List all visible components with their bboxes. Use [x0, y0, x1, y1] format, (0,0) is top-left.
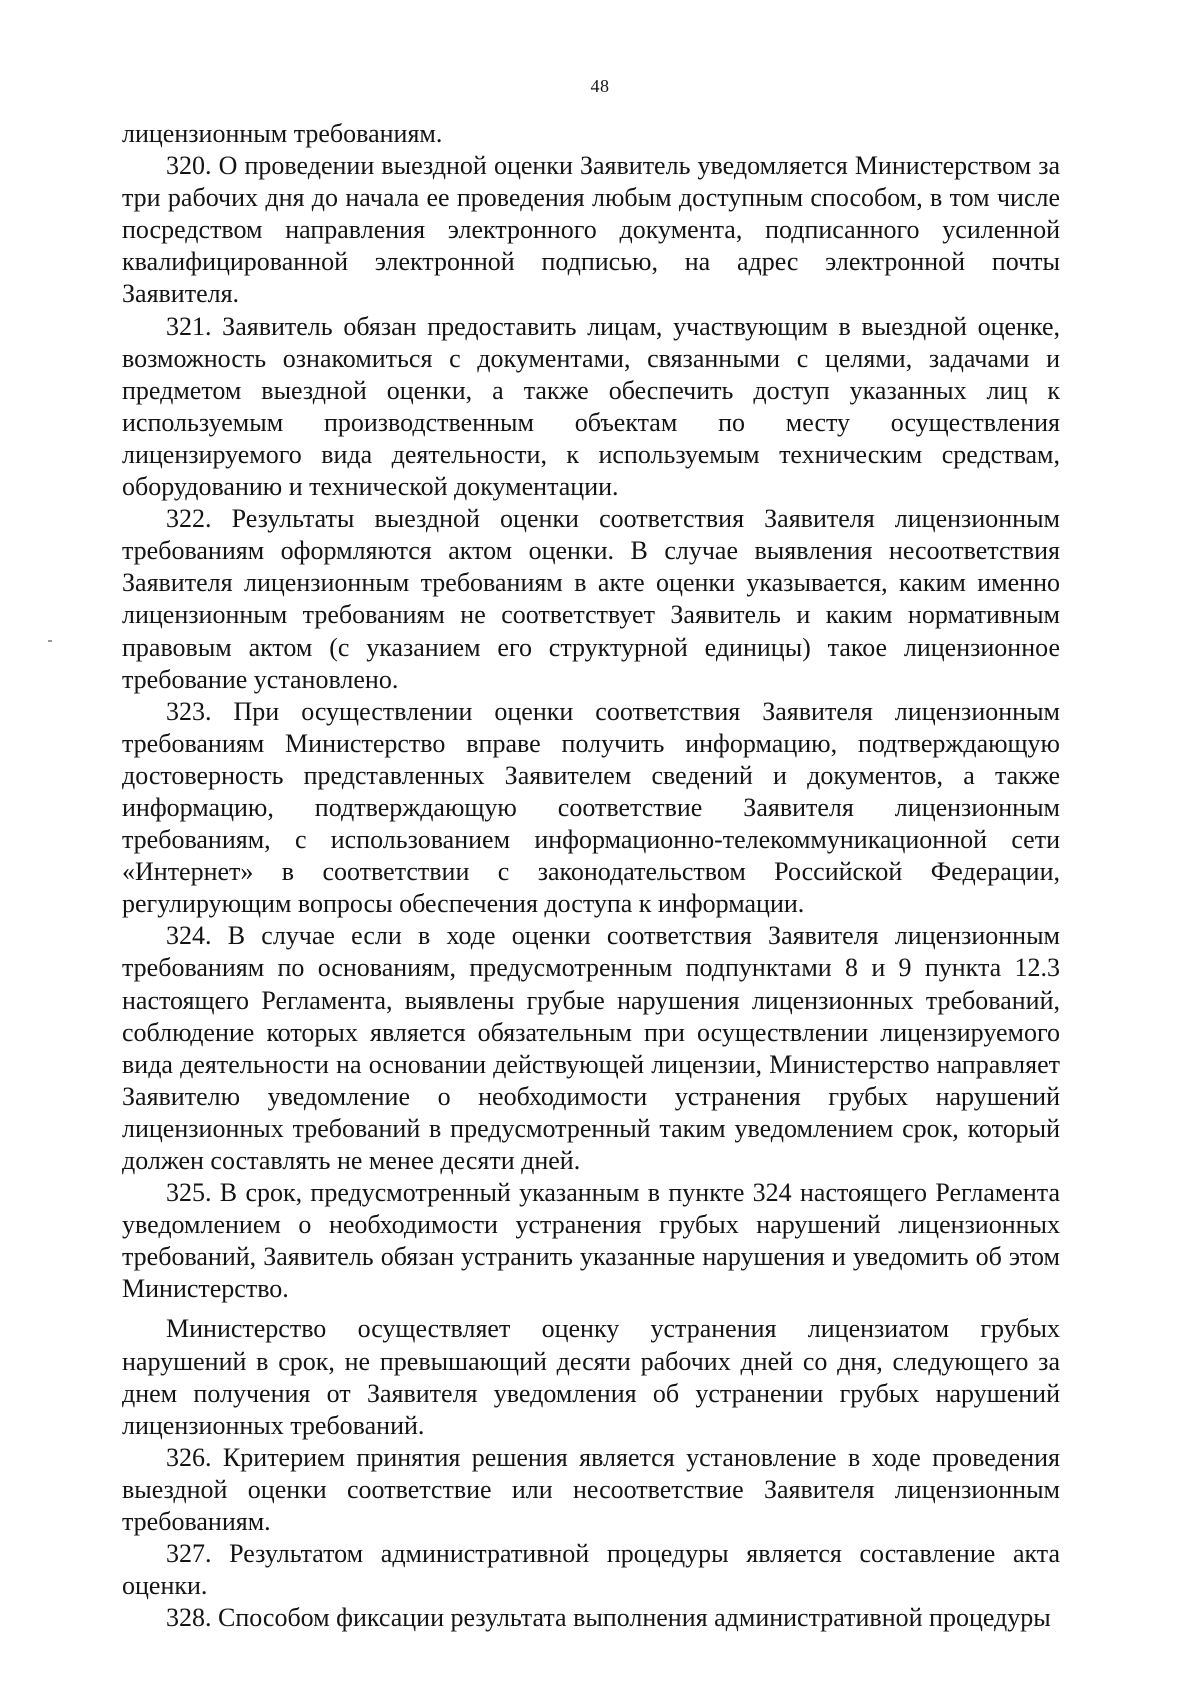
scan-artifact	[48, 640, 52, 642]
document-body	[122, 118, 1060, 1634]
paragraph-327: 327. Результатом административной процедуры является составление акта оценки.	[122, 1539, 1060, 1601]
paragraph-322: 322. Результаты выездной оценки соответствия Заявителя лицензионным требованиям оформляются актом оценки. В случае выявления несоответствия Заявителя лицензионным требованиям в акте оценки указывается, каким именно лицензионным требованиям не соответствует Заявитель и каким нормативным правовым актом (с указанием его структурной единицы) такое лицензионное требование установлено.	[122, 504, 1060, 694]
paragraph-323: 323. При осуществлении оценки соответствия Заявителя лицензионным требованиям Министерство вправе получить информацию, подтверждающую достоверность представленных Заявителем сведений и документов, а также информацию, подтверждающую соответствие Заявителя лицензионным требованиям, с использованием информационно-телекоммуникационной сети «Интернет» в соответствии с законодательством Российской Федерации, регулирующим вопросы обеспечения доступа к информации.	[122, 696, 1060, 919]
paragraph-321: 321. Заявитель обязан предоставить лицам, участвующим в выездной оценке, возможность ознакомиться с документами, связанными с целями, задачами и предметом выездной оценки, а также обеспечить доступ указанных лиц к используемым производственным объектам по месту осуществления лицензируемого вида деятельности, к используемым техническим средствам, оборудованию и технической документации.	[122, 311, 1060, 502]
paragraph-320: 320. О проведении выездной оценки Заявитель уведомляется Министерством за три рабочих дня до начала ее проведения любым доступным способом, в том числе посредством направления электронного документа, подписанного усиленной квалифицированной электронной подписью, на адрес электронной почты Заявителя.	[122, 151, 1060, 309]
paragraph-325-ministry: Министерство осуществляет оценку устранения лицензиатом грубых нарушений в срок, не превышающий десяти рабочих дней со дня, следующего за днем получения от Заявителя уведомления об устранении грубых нарушений лицензионных требований.	[122, 1314, 1060, 1440]
page-number: 48	[590, 76, 610, 96]
paragraph-326: 326. Критерием принятия решения является установление в ходе проведения выездной оценки соответствие или несоответствие Заявителя лицензионным требованиям.	[122, 1442, 1060, 1537]
paragraph-continuation: лицензионным требованиям.	[122, 119, 443, 148]
paragraph-328: 328. Способом фиксации результата выполнения административной процедуры	[166, 1603, 1051, 1633]
paragraph-325: 325. В срок, предусмотренный указанным в пункте 324 настоящего Регламента уведомлением о необходимости устранения грубых нарушений лицензионных требований, Заявитель обязан устранить указанные нарушения и уведомить об этом Министерство.	[122, 1178, 1060, 1304]
paragraph-324: 324. В случае если в ходе оценки соответствия Заявителя лицензионным требованиям по основаниям, предусмотренным подпунктами 8 и 9 пункта 12.3 настоящего Регламента, выявлены грубые нарушения лицензионных требований, соблюдение которых является обязательным при осуществлении лицензируемого вида деятельности на основании действующей лицензии, Министерство направляет Заявителю уведомление о необходимости устранения грубых нарушений лицензионных требований в предусмотренный таким уведомлением срок, который должен составлять не менее десяти дней.	[122, 921, 1060, 1175]
